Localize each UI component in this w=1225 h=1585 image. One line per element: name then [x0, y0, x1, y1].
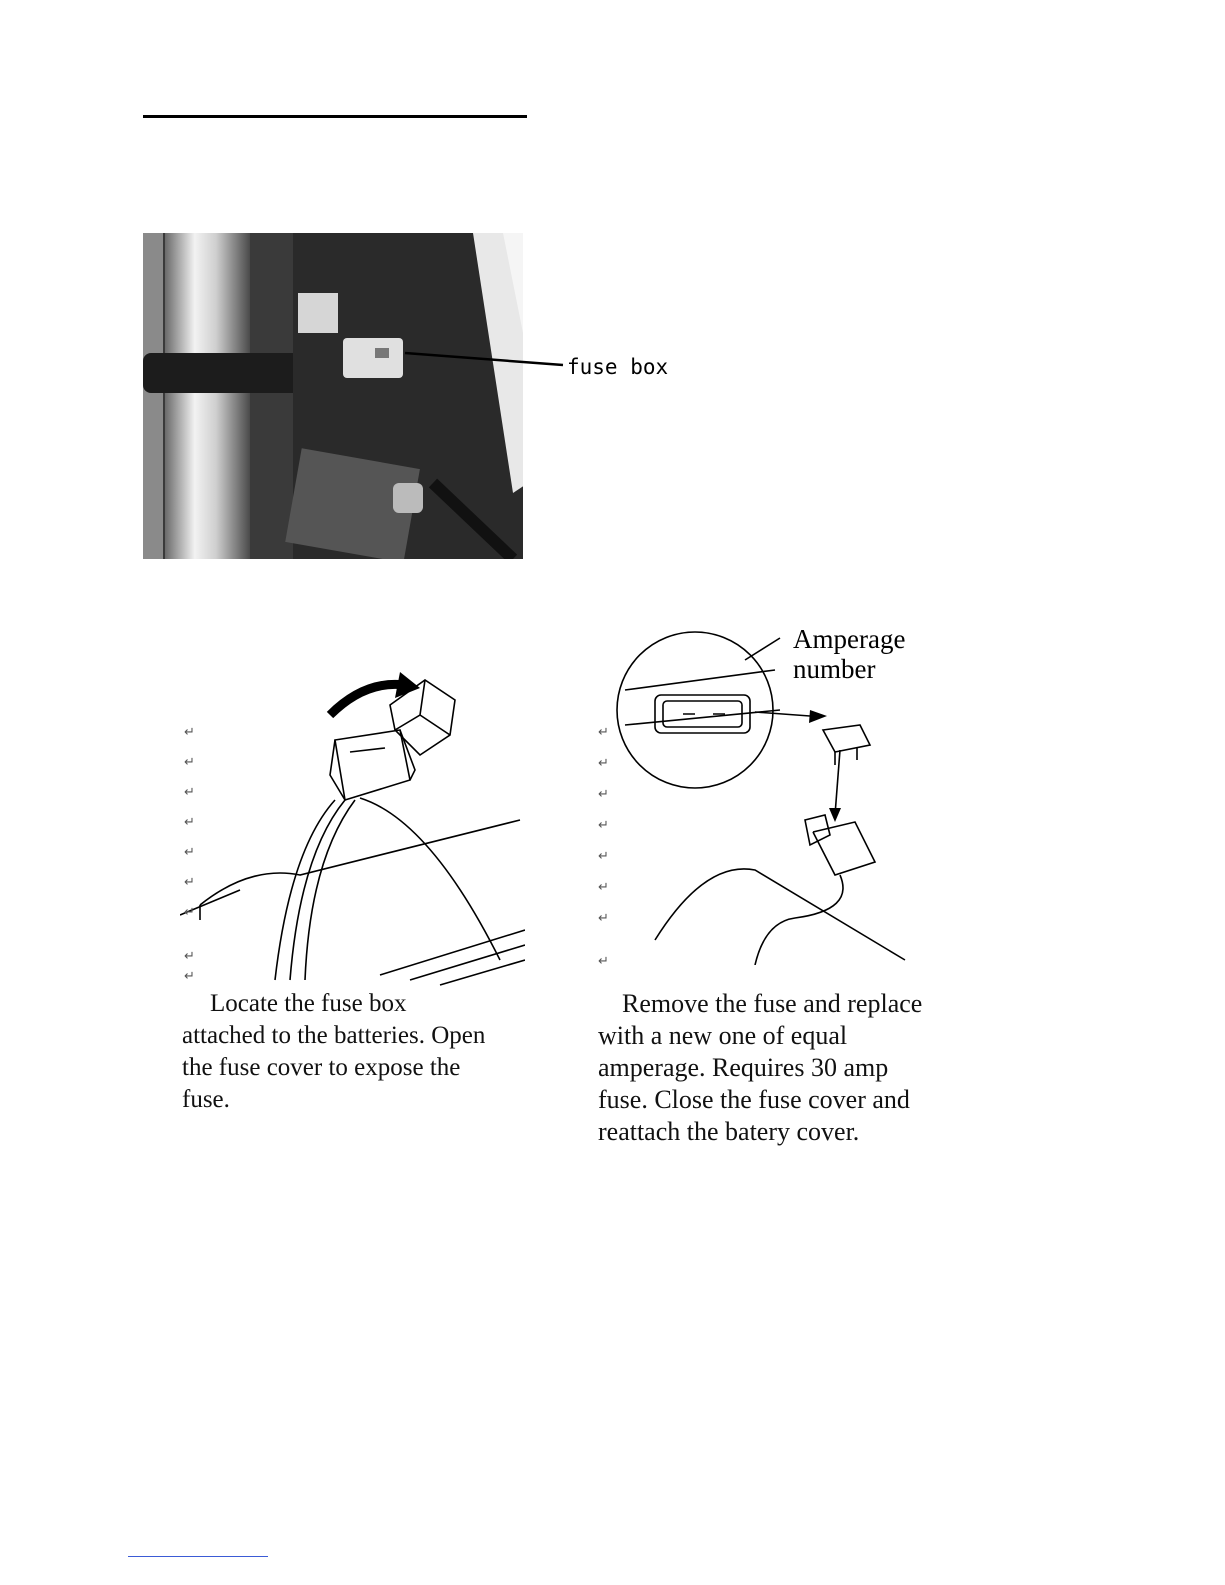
fuse-box-photo [143, 233, 678, 559]
replace-fuse-illustration [595, 600, 990, 965]
caption-line: fuse. Close the fuse cover and [598, 1085, 910, 1114]
caption-line: attached to the batteries. Open [182, 1022, 486, 1049]
paragraph-marks-right [598, 726, 609, 968]
paragraph-mark: ↵ [184, 785, 195, 800]
paragraph-mark: ↵ [598, 880, 609, 895]
paragraph-mark: ↵ [598, 787, 609, 802]
paragraph-mark: ↵ [598, 954, 609, 969]
paragraph-mark: ↵ [598, 911, 609, 926]
caption-line: reattach the batery cover. [598, 1117, 860, 1146]
paragraph-mark: ↵ [598, 849, 609, 864]
amperage-label-line-2: number [793, 654, 876, 684]
paragraph-marks-left [184, 726, 195, 983]
paragraph-mark: ↵ [184, 725, 195, 740]
paragraph-mark: ↵ [184, 815, 195, 830]
paragraph-mark: ↵ [184, 949, 195, 964]
fuse-box-label: fuse box [567, 355, 669, 379]
paragraph-mark: ↵ [184, 875, 195, 890]
caption-line: fuse. [182, 1086, 230, 1113]
paragraph-mark: ↵ [598, 818, 609, 833]
amperage-label-line-1: Amperage [793, 624, 906, 654]
caption-line: Locate the fuse box [210, 990, 407, 1017]
heading-rule [143, 115, 527, 118]
open-fuse-cover-illustration [180, 660, 525, 990]
caption-line: Remove the fuse and replace [622, 989, 923, 1018]
caption-replace-fuse [598, 988, 993, 1148]
footnote-rule [128, 1556, 268, 1557]
paragraph-mark: ↵ [184, 845, 195, 860]
paragraph-mark: ↵ [184, 905, 195, 920]
paragraph-mark: ↵ [598, 756, 609, 771]
paragraph-mark: ↵ [598, 725, 609, 740]
paragraph-mark: ↵ [184, 969, 195, 984]
caption-line: amperage. Requires 30 amp [598, 1053, 889, 1082]
paragraph-mark: ↵ [184, 755, 195, 770]
caption-line: the fuse cover to expose the [182, 1054, 461, 1081]
caption-line: with a new one of equal [598, 1021, 848, 1050]
caption-locate-fuse-box [182, 988, 522, 1116]
